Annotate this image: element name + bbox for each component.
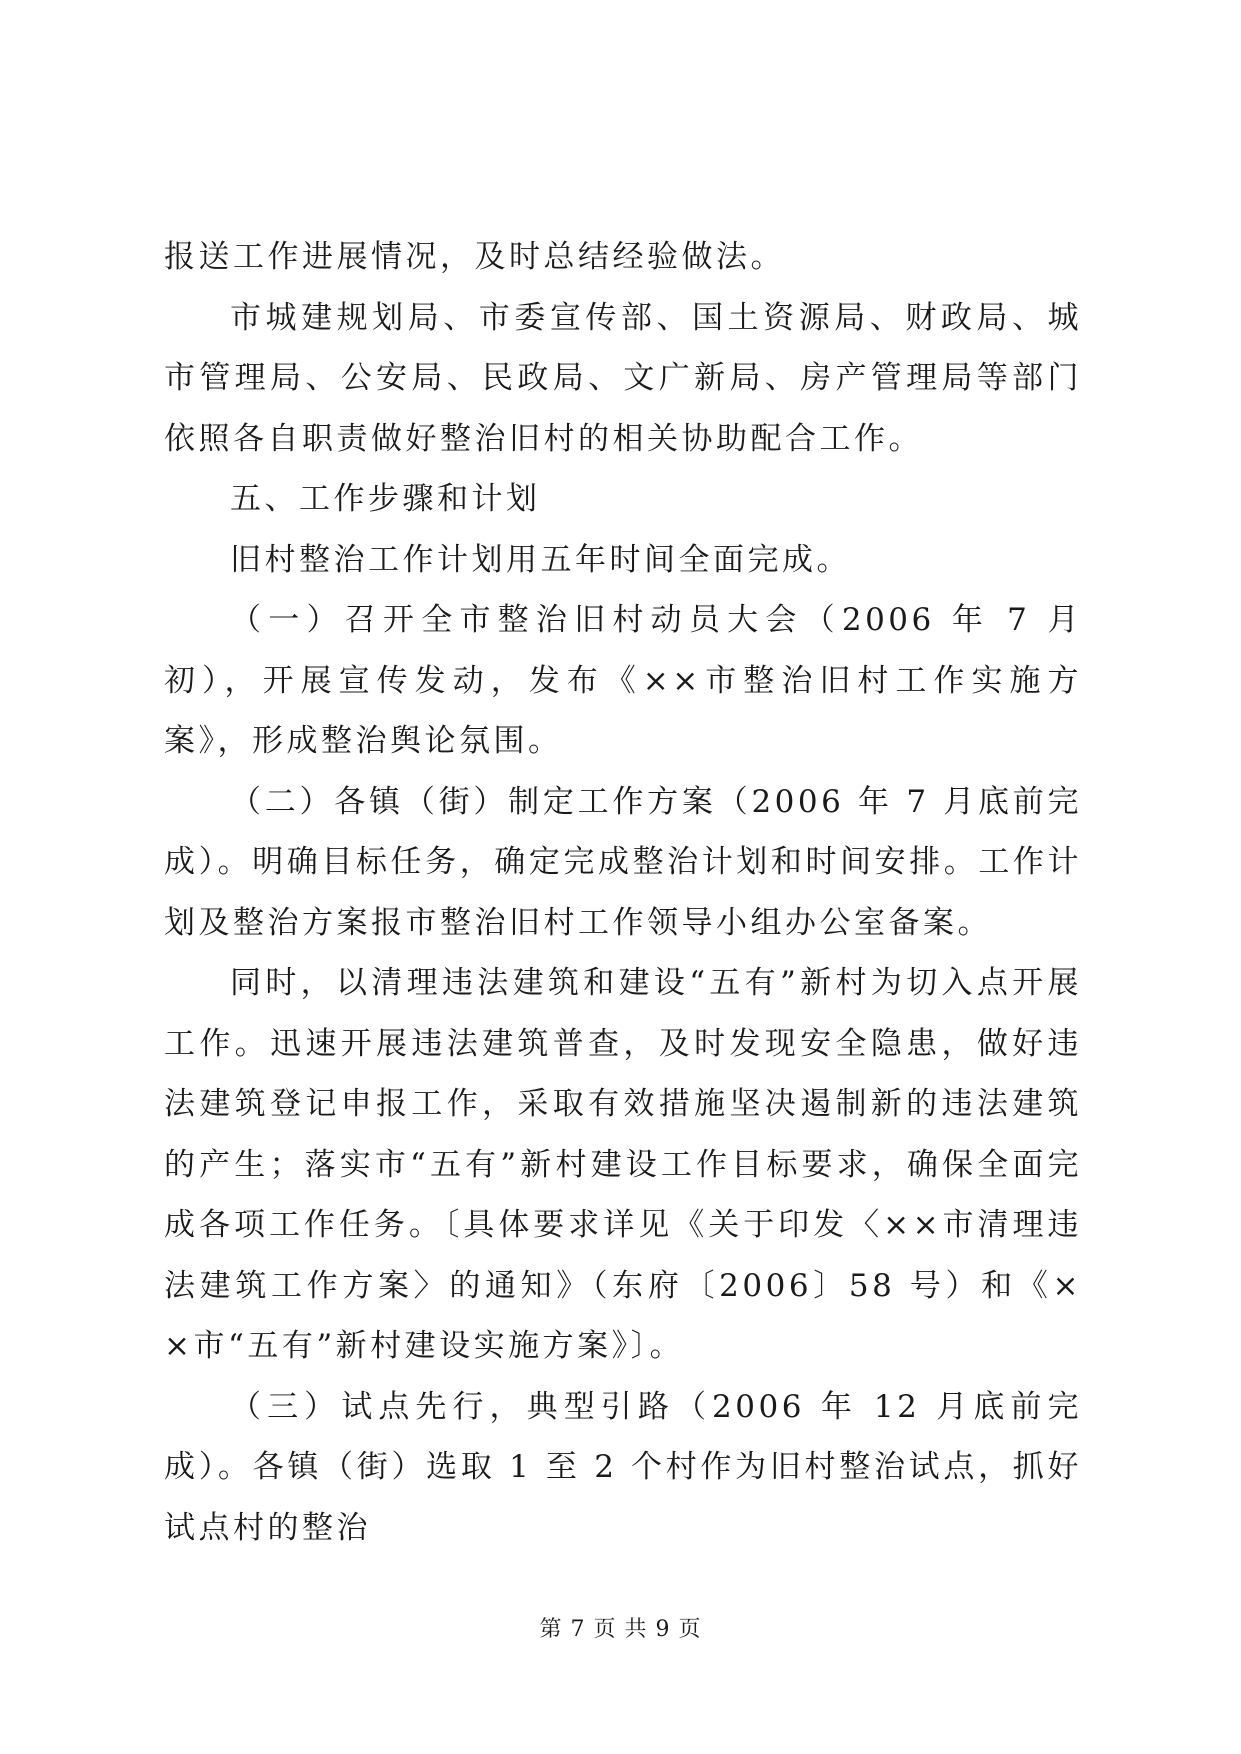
paragraph-2: 市城建规划局、市委宣传部、国土资源局、财政局、城市管理局、公安局、民政局、文广新局、房产管理局等部门依照各自职责做好整治旧村的相关协助配合工作。 <box>164 299 1082 457</box>
section-heading: 五、工作步骤和计划 <box>230 481 541 517</box>
paragraph-1: 报送工作进展情况，及时总结经验做法。 <box>164 239 785 275</box>
document-body <box>164 227 1082 1558</box>
page-footer: 第 7 页 共 9 页 <box>539 1617 702 1642</box>
paragraph-8: （三）试点先行，典型引路（2006 年 12 月底前完成）。各镇（街）选取 1 至 2 个村作为旧村整治试点，抓好试点村的整治 <box>164 1388 1082 1546</box>
paragraph-4: 旧村整治工作计划用五年时间全面完成。 <box>230 541 851 578</box>
paragraph-6: （二）各镇（街）制定工作方案（2006 年 7 月底前完成）。明确目标任务，确定完成整治计划和时间安排。工作计划及整治方案报市整治旧村工作领导小组办公室备案。 <box>164 783 1082 941</box>
paragraph-5: （一）召开全市整治旧村动员大会（2006 年 7 月初），开展宣传发动，发布《××市整治旧村工作实施方案》，形成整治舆论氛围。 <box>164 602 1082 759</box>
paragraph-7: 同时，以清理违法建筑和建设“五有”新村为切入点开展工作。迅速开展违法建筑普查，及时发现安全隐患，做好违法建筑登记申报工作，采取有效措施坚决遏制新的违法建筑的产生；落实市“五有”新村建设工作目标要求，确保全面完成各项工作任务。〔具体要求详见《关于印发〈××市清理违法建筑工作方案〉的通知》（东府〔2006〕58 号）和《××市“五有”新村建设实施方案》〕。 <box>164 965 1082 1364</box>
